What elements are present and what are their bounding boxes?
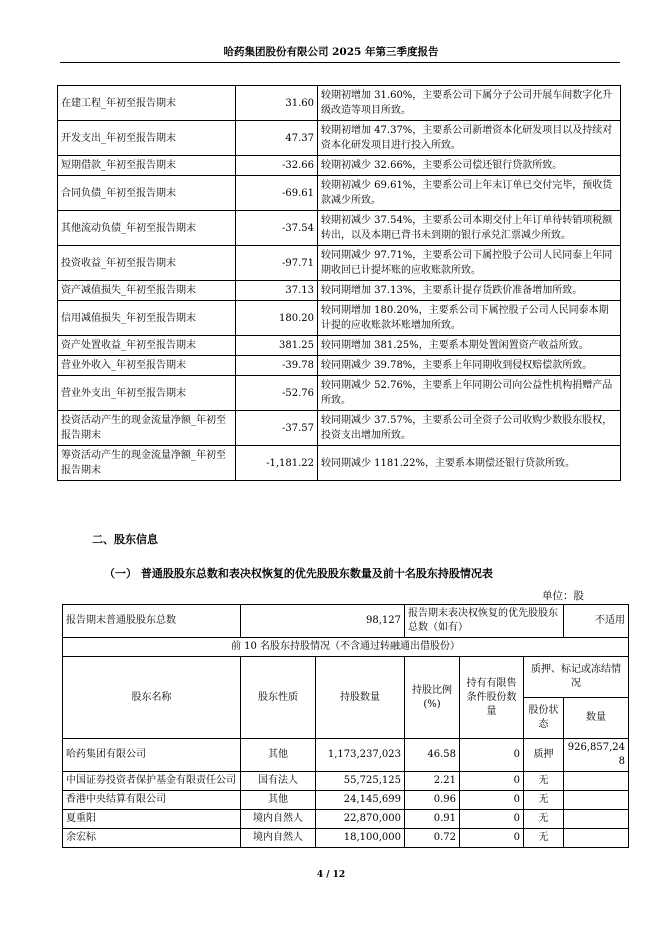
shareholder-nature: 其他 bbox=[241, 739, 316, 772]
reason-cell: 较同期减少 1181.22%，主要系本期偿还银行贷款所致。 bbox=[318, 446, 621, 481]
ratio-cell: 180.20 bbox=[236, 301, 318, 336]
shareholder-name: 中国证券投资者保护基金有限责任公司 bbox=[63, 772, 241, 791]
share-percentage: 2.21 bbox=[405, 772, 460, 791]
shareholder-name: 夏重阳 bbox=[63, 810, 241, 829]
page-number: 4 / 12 bbox=[316, 870, 346, 880]
table-row bbox=[58, 376, 621, 411]
shareholder-nature: 境内自然人 bbox=[241, 829, 316, 848]
pledge-quantity bbox=[564, 810, 629, 829]
pledge-status: 质押 bbox=[524, 739, 564, 772]
table-row bbox=[58, 246, 621, 281]
table-row bbox=[58, 301, 621, 336]
changes-table bbox=[57, 85, 621, 481]
item-cell: 投资活动产生的现金流量净额_年初至报告期末 bbox=[58, 411, 236, 446]
subsection-title-top-shareholders: （一） 普通股股东总数和表决权恢复的优先股股东数量及前十名股东持股情况表 bbox=[104, 567, 493, 580]
item-cell: 合同负债_年初至报告期末 bbox=[58, 176, 236, 211]
item-cell: 信用减值损失_年初至报告期末 bbox=[58, 301, 236, 336]
table-row bbox=[63, 810, 629, 829]
header-percentage: 持股比例(%) bbox=[405, 657, 460, 739]
page-header: 哈药集团股份有限公司 2025 年第三季度报告 bbox=[223, 46, 439, 58]
table-row bbox=[63, 829, 629, 848]
header-pledge-status: 股份状态 bbox=[524, 698, 564, 739]
restricted-shares: 0 bbox=[460, 810, 524, 829]
share-count: 22,870,000 bbox=[316, 810, 405, 829]
header-nature: 股东性质 bbox=[241, 657, 316, 739]
ratio-cell: 31.60 bbox=[236, 86, 318, 121]
table-row bbox=[58, 356, 621, 376]
pledge-quantity bbox=[564, 829, 629, 848]
ratio-cell: 47.37 bbox=[236, 121, 318, 156]
share-count: 55,725,125 bbox=[316, 772, 405, 791]
ratio-cell: -97.71 bbox=[236, 246, 318, 281]
header-pledge: 质押、标记或冻结情况 bbox=[524, 657, 629, 698]
header-divider bbox=[60, 62, 620, 63]
table-row bbox=[58, 281, 621, 301]
header-pledge-qty: 数量 bbox=[564, 698, 629, 739]
ratio-cell: -37.54 bbox=[236, 211, 318, 246]
reason-cell: 较期初减少 32.66%，主要系公司偿还银行贷款所致。 bbox=[318, 156, 621, 176]
ratio-cell: 37.13 bbox=[236, 281, 318, 301]
header-name: 股东名称 bbox=[63, 657, 241, 739]
shareholder-nature: 国有法人 bbox=[241, 772, 316, 791]
reason-cell: 较同期减少 39.78%，主要系上年同期收到侵权赔偿款所致。 bbox=[318, 356, 621, 376]
share-count: 24,145,699 bbox=[316, 791, 405, 810]
reason-cell: 较同期减少 52.76%，主要系上年同期公司向公益性机构捐赠产品所致。 bbox=[318, 376, 621, 411]
item-cell: 营业外支出_年初至报告期末 bbox=[58, 376, 236, 411]
total-shareholders-label: 报告期末普通股股东总数 bbox=[63, 605, 241, 638]
pledge-quantity: 926,857,248 bbox=[564, 739, 629, 772]
shareholder-name: 哈药集团有限公司 bbox=[63, 739, 241, 772]
share-percentage: 0.72 bbox=[405, 829, 460, 848]
table-row bbox=[58, 211, 621, 246]
reason-cell: 较同期减少 37.57%，主要系公司全资子公司收购少数股东股权，投资支出增加所致。 bbox=[318, 411, 621, 446]
restricted-shares: 0 bbox=[460, 791, 524, 810]
table-row bbox=[58, 336, 621, 356]
restricted-shares: 0 bbox=[460, 739, 524, 772]
item-cell: 短期借款_年初至报告期末 bbox=[58, 156, 236, 176]
reason-cell: 较同期增加 180.20%，主要系公司下属控股子公司人民同泰本期计提的应收账款坏账增加所致。 bbox=[318, 301, 621, 336]
item-cell: 筹资活动产生的现金流量净额_年初至报告期末 bbox=[58, 446, 236, 481]
reason-cell: 较期初增加 31.60%，主要系公司下属分子公司开展车间数字化升级改造等项目所致。 bbox=[318, 86, 621, 121]
share-percentage: 0.91 bbox=[405, 810, 460, 829]
unit-label: 单位：股 bbox=[542, 590, 584, 602]
total-shareholders-value: 98,127 bbox=[241, 605, 405, 638]
ratio-cell: -32.66 bbox=[236, 156, 318, 176]
table-row bbox=[58, 176, 621, 211]
preferred-shareholders-label: 报告期末表决权恢复的优先股股东总数（如有） bbox=[405, 605, 564, 638]
shareholder-nature: 境内自然人 bbox=[241, 810, 316, 829]
item-cell: 营业外收入_年初至报告期末 bbox=[58, 356, 236, 376]
pledge-status: 无 bbox=[524, 829, 564, 848]
shareholder-nature: 其他 bbox=[241, 791, 316, 810]
ratio-cell: -37.57 bbox=[236, 411, 318, 446]
item-cell: 在建工程_年初至报告期末 bbox=[58, 86, 236, 121]
reason-cell: 较期初增加 47.37%，主要系公司新增资本化研发项目以及持续对资本化研发项目进行投入所致。 bbox=[318, 121, 621, 156]
pledge-quantity bbox=[564, 772, 629, 791]
reason-cell: 较同期减少 97.71%，主要系公司下属控股子公司人民同泰上年同期收回已计提坏账的应收账款所致。 bbox=[318, 246, 621, 281]
reason-cell: 较同期增加 381.25%，主要系本期处置闲置资产收益所致。 bbox=[318, 336, 621, 356]
table-row bbox=[63, 791, 629, 810]
pledge-quantity bbox=[564, 791, 629, 810]
restricted-shares: 0 bbox=[460, 829, 524, 848]
reason-cell: 较期初减少 37.54%，主要系公司本期交付上年订单待转销项税额转出，以及本期已背书未到期的银行承兑汇票减少所致。 bbox=[318, 211, 621, 246]
ratio-cell: 381.25 bbox=[236, 336, 318, 356]
ratio-cell: -1,181.22 bbox=[236, 446, 318, 481]
share-count: 1,173,237,023 bbox=[316, 739, 405, 772]
table-row bbox=[58, 446, 621, 481]
ratio-cell: -69.61 bbox=[236, 176, 318, 211]
ratio-cell: -39.78 bbox=[236, 356, 318, 376]
header-shares: 持股数量 bbox=[316, 657, 405, 739]
pledge-status: 无 bbox=[524, 772, 564, 791]
reason-cell: 较同期增加 37.13%，主要系计提存货跌价准备增加所致。 bbox=[318, 281, 621, 301]
share-percentage: 46.58 bbox=[405, 739, 460, 772]
table-row bbox=[58, 121, 621, 156]
shareholder-table bbox=[62, 604, 629, 848]
item-cell: 资产减值损失_年初至报告期末 bbox=[58, 281, 236, 301]
table-row bbox=[58, 86, 621, 121]
table-row bbox=[63, 772, 629, 791]
item-cell: 开发支出_年初至报告期末 bbox=[58, 121, 236, 156]
item-cell: 投资收益_年初至报告期末 bbox=[58, 246, 236, 281]
preferred-shareholders-value: 不适用 bbox=[564, 605, 629, 638]
pledge-status: 无 bbox=[524, 810, 564, 829]
shareholder-name: 香港中央结算有限公司 bbox=[63, 791, 241, 810]
item-cell: 资产处置收益_年初至报告期末 bbox=[58, 336, 236, 356]
table-row bbox=[63, 739, 629, 772]
restricted-shares: 0 bbox=[460, 772, 524, 791]
section-title-shareholders: 二、股东信息 bbox=[92, 533, 158, 546]
reason-cell: 较期初减少 69.61%，主要系公司上年末订单已交付完毕，预收货款减少所致。 bbox=[318, 176, 621, 211]
share-count: 18,100,000 bbox=[316, 829, 405, 848]
share-percentage: 0.96 bbox=[405, 791, 460, 810]
item-cell: 其他流动负债_年初至报告期末 bbox=[58, 211, 236, 246]
table-row bbox=[58, 411, 621, 446]
shareholder-name: 余宏标 bbox=[63, 829, 241, 848]
header-restricted: 持有有限售条件股份数量 bbox=[460, 657, 524, 739]
pledge-status: 无 bbox=[524, 791, 564, 810]
table-row bbox=[58, 156, 621, 176]
ratio-cell: -52.76 bbox=[236, 376, 318, 411]
top10-caption: 前 10 名股东持股情况（不含通过转融通出借股份） bbox=[63, 638, 629, 657]
